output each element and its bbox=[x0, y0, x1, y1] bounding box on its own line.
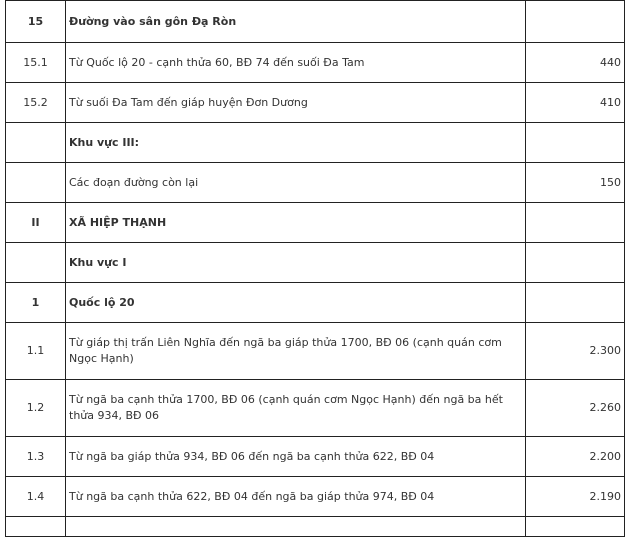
row-price-cell bbox=[526, 203, 625, 243]
row-number-cell bbox=[6, 163, 66, 203]
row-price-cell bbox=[526, 1, 625, 43]
table-row bbox=[6, 380, 625, 437]
table-row bbox=[6, 517, 625, 537]
row-description-cell: Từ giáp thị trấn Liên Nghĩa đến ngã ba giáp thửa 1700, BĐ 06 (cạnh quán cơm Ngọc Hạnh) bbox=[66, 323, 526, 380]
row-number-cell bbox=[6, 243, 66, 283]
table-row bbox=[6, 163, 625, 203]
row-description-cell: Từ Quốc lộ 20 - cạnh thửa 60, BĐ 74 đến suối Đa Tam bbox=[66, 43, 526, 83]
row-number-cell bbox=[6, 517, 66, 537]
table-row bbox=[6, 283, 625, 323]
table-row bbox=[6, 1, 625, 43]
row-price-cell bbox=[526, 243, 625, 283]
row-price-cell: 150 bbox=[526, 163, 625, 203]
row-price-cell: 2.190 bbox=[526, 477, 625, 517]
row-description-cell: Đường vào sân gôn Đạ Ròn bbox=[66, 1, 526, 43]
row-number-cell: 1.2 bbox=[6, 380, 66, 437]
row-price-cell: 2.260 bbox=[526, 380, 625, 437]
row-number-cell: 15.1 bbox=[6, 43, 66, 83]
row-price-cell: 440 bbox=[526, 43, 625, 83]
row-number-cell bbox=[6, 123, 66, 163]
table-row bbox=[6, 323, 625, 380]
row-price-cell: 2.300 bbox=[526, 323, 625, 380]
table-row bbox=[6, 243, 625, 283]
row-description-cell bbox=[66, 517, 526, 537]
row-description-cell: Khu vực III: bbox=[66, 123, 526, 163]
table-row bbox=[6, 437, 625, 477]
row-price-cell bbox=[526, 123, 625, 163]
row-number-cell: 1.3 bbox=[6, 437, 66, 477]
table-row bbox=[6, 123, 625, 163]
table-row bbox=[6, 203, 625, 243]
land-price-table bbox=[5, 0, 625, 537]
table-row bbox=[6, 43, 625, 83]
row-description-cell: Từ ngã ba cạnh thửa 1700, BĐ 06 (cạnh quán cơm Ngọc Hạnh) đến ngã ba hết thửa 934, BĐ 06 bbox=[66, 380, 526, 437]
row-description-cell: Quốc lộ 20 bbox=[66, 283, 526, 323]
row-number-cell: II bbox=[6, 203, 66, 243]
table-row bbox=[6, 477, 625, 517]
table-row bbox=[6, 83, 625, 123]
row-description-cell: Từ ngã ba giáp thửa 934, BĐ 06 đến ngã ba cạnh thửa 622, BĐ 04 bbox=[66, 437, 526, 477]
row-number-cell: 15 bbox=[6, 1, 66, 43]
row-price-cell bbox=[526, 283, 625, 323]
row-description-cell: Từ ngã ba cạnh thửa 622, BĐ 04 đến ngã ba giáp thửa 974, BĐ 04 bbox=[66, 477, 526, 517]
row-description-cell: Từ suối Đa Tam đến giáp huyện Đơn Dương bbox=[66, 83, 526, 123]
row-price-cell: 410 bbox=[526, 83, 625, 123]
row-description-cell: Các đoạn đường còn lại bbox=[66, 163, 526, 203]
row-description-cell: Khu vực I bbox=[66, 243, 526, 283]
row-price-cell bbox=[526, 517, 625, 537]
row-number-cell: 1.4 bbox=[6, 477, 66, 517]
table-body bbox=[6, 1, 625, 537]
row-price-cell: 2.200 bbox=[526, 437, 625, 477]
row-description-cell: XÃ HIỆP THẠNH bbox=[66, 203, 526, 243]
row-number-cell: 1.1 bbox=[6, 323, 66, 380]
row-number-cell: 15.2 bbox=[6, 83, 66, 123]
row-number-cell: 1 bbox=[6, 283, 66, 323]
